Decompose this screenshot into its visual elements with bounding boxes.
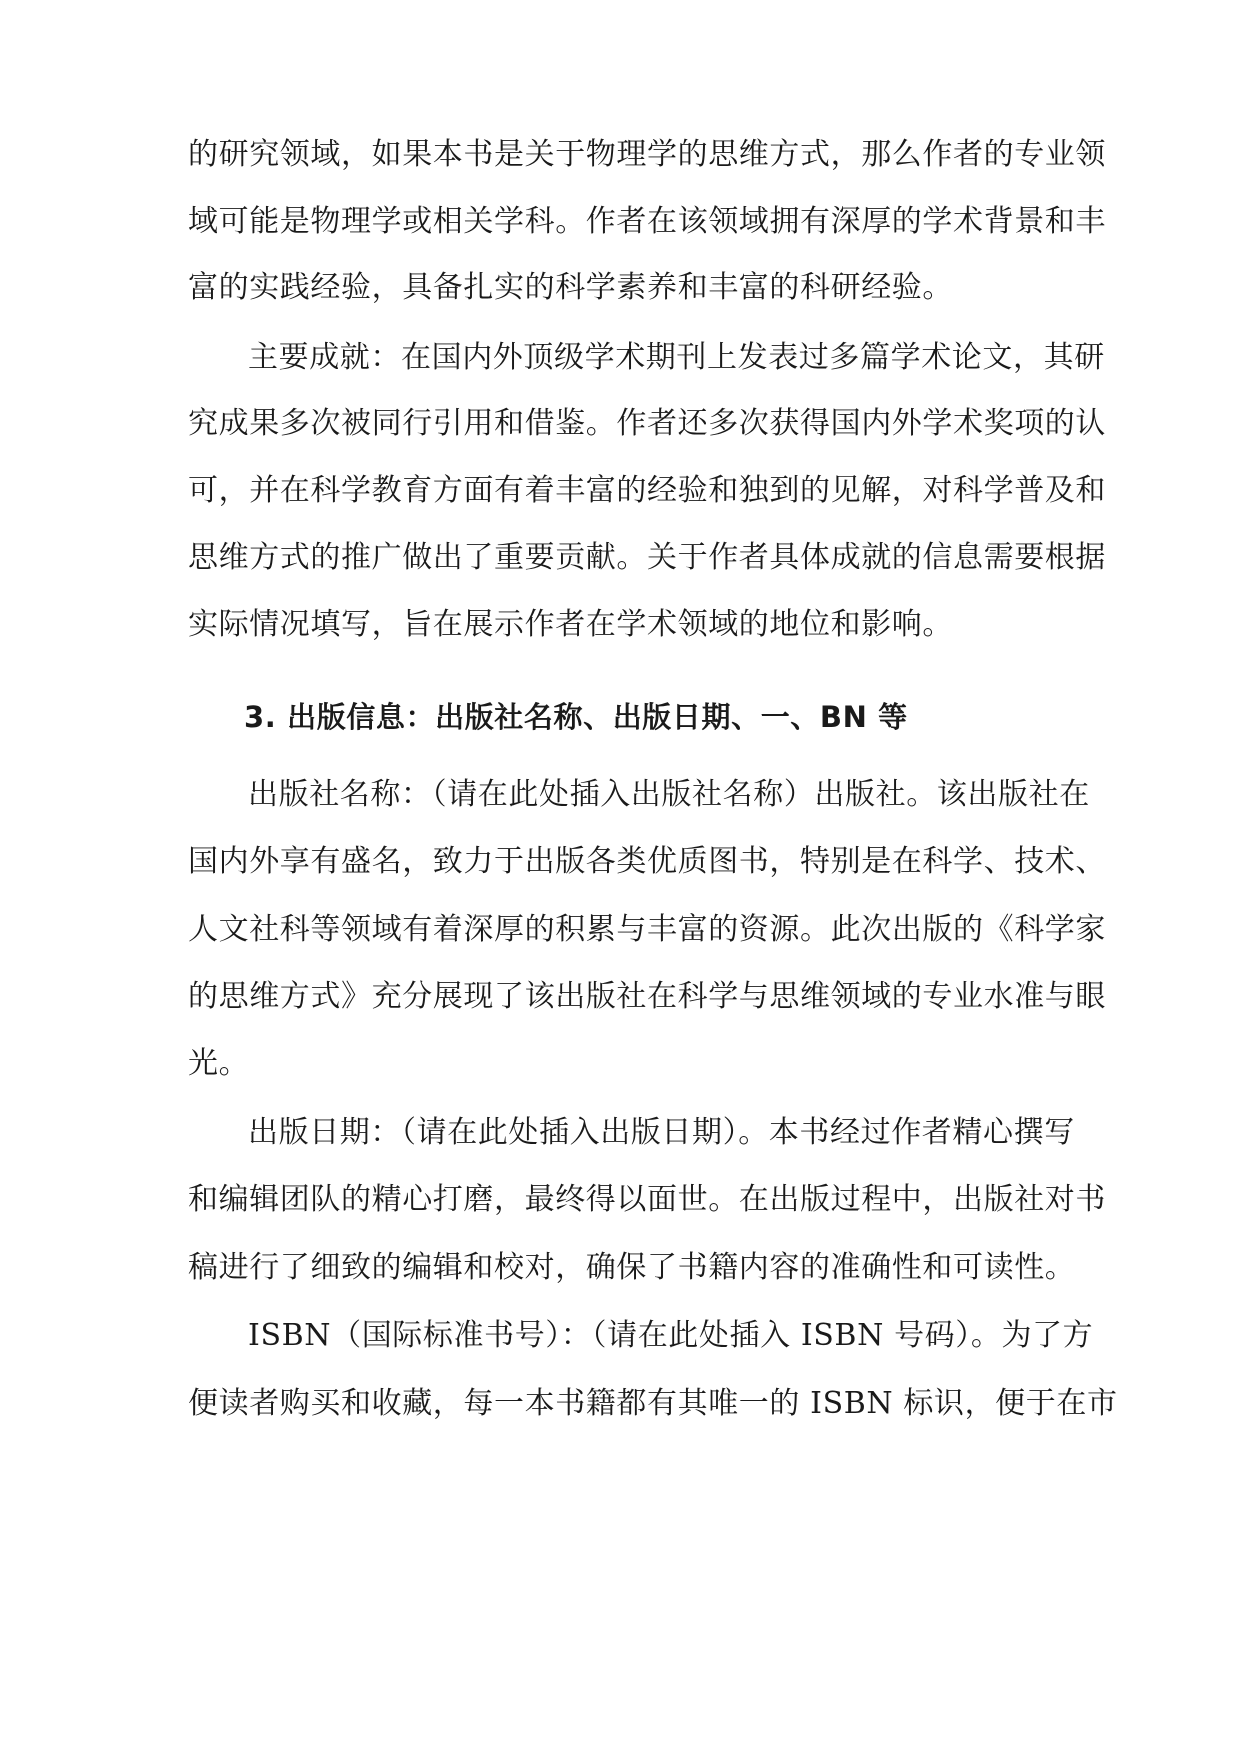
paragraph-start-line: 主要成就：在国内外顶级学术期刊上发表过多篇学术论文，其研 <box>248 340 1105 375</box>
text-line: 域可能是物理学或相关学科。作者在该领域拥有深厚的学术背景和丰 <box>188 204 1106 239</box>
text-line: 和编辑团队的精心打磨，最终得以面世。在出版过程中，出版社对书 <box>188 1182 1106 1217</box>
text-line: 便读者购买和收藏，每一本书籍都有其唯一的 ISBN 标识，便于在市 <box>188 1386 1118 1421</box>
text-line: 稿进行了细致的编辑和校对，确保了书籍内容的准确性和可读性。 <box>188 1250 1076 1285</box>
text-line: 实际情况填写，旨在展示作者在学术领域的地位和影响。 <box>188 607 953 642</box>
text-line: 光。 <box>188 1046 250 1081</box>
section-heading: 3. 出版信息：出版社名称、出版日期、一、BN 等 <box>244 700 908 734</box>
text-line: 富的实践经验，具备扎实的科学素养和丰富的科研经验。 <box>188 270 953 305</box>
paragraph-start-line: ISBN（国际标准书号）：（请在此处插入 ISBN 号码）。为了方 <box>248 1318 1094 1353</box>
text-line: 可，并在科学教育方面有着丰富的经验和独到的见解，对科学普及和 <box>188 473 1106 508</box>
text-line: 的思维方式》充分展现了该出版社在科学与思维领域的专业水准与眼 <box>188 979 1106 1014</box>
text-line: 人文社科等领域有着深厚的积累与丰富的资源。此次出版的《科学家 <box>188 912 1106 947</box>
paragraph-start-line: 出版日期：（请在此处插入出版日期）。本书经过作者精心撰写 <box>248 1115 1075 1150</box>
text-line: 国内外享有盛名，致力于出版各类优质图书，特别是在科学、技术、 <box>188 844 1106 879</box>
paragraph-start-line: 出版社名称：（请在此处插入出版社名称）出版社。该出版社在 <box>248 777 1090 812</box>
text-line: 究成果多次被同行引用和借鉴。作者还多次获得国内外学术奖项的认 <box>188 406 1106 441</box>
text-line: 的研究领域，如果本书是关于物理学的思维方式，那么作者的专业领 <box>188 137 1106 172</box>
text-line: 思维方式的推广做出了重要贡献。关于作者具体成就的信息需要根据 <box>188 540 1106 575</box>
